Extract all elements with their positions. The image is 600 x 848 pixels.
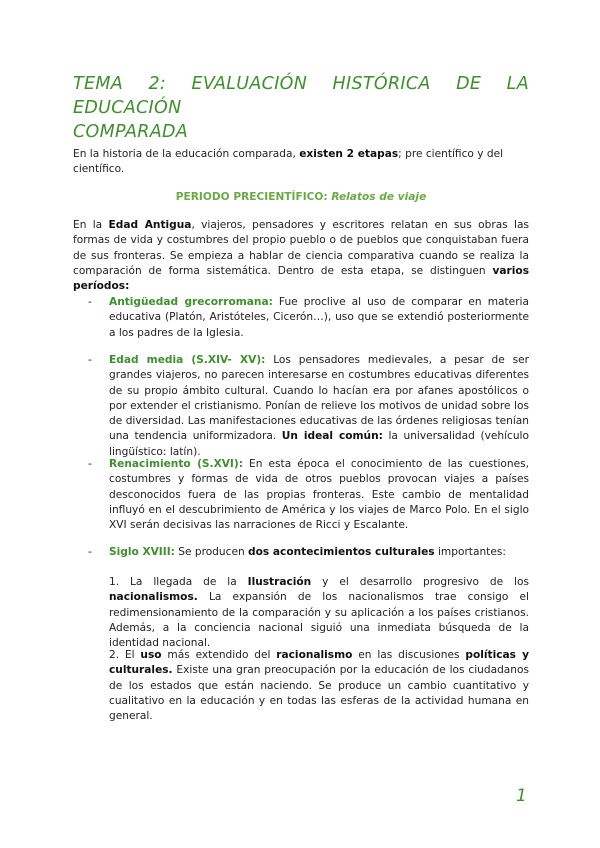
item-body: Fue proclive al uso de comparar en materia educativa (Platón, Aristóteles, Cicerón…), uso que se extendió posteriormente a los padres de la Iglesia. xyxy=(109,296,529,339)
list-item-text xyxy=(109,545,529,560)
intro-text-c: ; pre científico y del científico. xyxy=(73,148,504,175)
list-dash: - xyxy=(88,296,92,308)
sub1-c: y el desarrollo progresivo de los xyxy=(311,576,529,588)
list-item-renacimiento xyxy=(88,457,529,533)
sub1-b: Ilustración xyxy=(247,576,312,588)
item-tail: la universalidad (vehículo lingüístico: latín). xyxy=(109,430,529,458)
section-subheading xyxy=(73,190,529,205)
p1-bold-b: Edad Antigua xyxy=(108,219,192,231)
sub2-b: uso xyxy=(140,649,162,661)
intro-paragraph xyxy=(73,147,533,177)
item-bold: dos acontecimientos culturales xyxy=(248,546,435,558)
sub2-d: racionalismo xyxy=(276,649,353,661)
sub2-a: 2. El xyxy=(109,649,141,661)
title-line-2: COMPARADA xyxy=(73,122,189,142)
item-body: Los pensadores medievales, a pesar de ser grandes viajeros, no parecen interesarse en costumbres educativas diferentes de su propio ámbito cultural. Cuando lo hacían era por afanes apostólicos o por extender el cristianismo. Ponían de relieve los motivos de unidad sobre los de diversidad. Las manifestaciones educativas de las órdenes religiosas tenían una tendencia uniformizadora. xyxy=(109,354,529,443)
sub2-f: políticas y culturales. xyxy=(109,649,529,677)
list-item-text xyxy=(109,295,529,341)
intro-text-a: En la historia de la educación comparada, xyxy=(73,148,300,160)
paragraph-edad-antigua xyxy=(73,218,529,294)
sub1-d: nacionalismos. xyxy=(109,591,198,604)
list-dash: - xyxy=(88,354,92,366)
item-heading: Antigüedad grecorromana: xyxy=(109,296,273,308)
p1-text-a: En la xyxy=(73,219,109,231)
sub-point-text xyxy=(109,648,529,724)
sub1-a: 1. La llegada de la xyxy=(109,576,248,588)
item-body: En esta época el conocimiento de las cuestiones, costumbres y formas de vida de otros pueblos provocan viajes a países desconocidos fuera de las propias fronteras. Este cambio de mentalidad influyó en el descubrimiento de América y los viajes de Marco Polo. En el siglo XVI serán decisivas las narraciones de Ricci y Escalante. xyxy=(109,458,529,532)
subheading-italic: Relatos de viaje xyxy=(331,191,427,203)
subheading-main: PERIODO PRECIENTÍFICO: xyxy=(175,191,332,203)
p1-text-c: , viajeros, pensadores y escritores relatan en sus obras las formas de vida y costumbres del propio pueblo o de pueblos que conquistaban fuera de sus fronteras. Se empieza a hablar de ciencia comparativa cuando se realiza la comparación de forma sistemática. Dentro de esta etapa, se distinguen xyxy=(73,219,529,277)
document-title xyxy=(73,72,529,144)
list-item-siglo-xviii xyxy=(88,545,529,560)
sub2-e: en las discusiones xyxy=(352,649,466,661)
item-heading: Siglo XVIII: xyxy=(109,546,175,558)
intro-bold: existen 2 etapas xyxy=(299,148,399,160)
item-tail: importantes: xyxy=(434,546,506,558)
title-line-1: TEMA 2: EVALUACIÓN HISTÓRICA DE LA EDUCACIÓN xyxy=(73,74,529,118)
item-bold: Un ideal común: xyxy=(281,430,383,443)
page-number: 1 xyxy=(516,786,527,806)
sub-point-2 xyxy=(109,648,529,724)
list-item-antiguedad xyxy=(88,295,529,341)
list-item-edad-media xyxy=(88,353,529,460)
sub-point-text xyxy=(109,575,529,651)
list-item-text xyxy=(109,353,529,460)
list-dash: - xyxy=(88,458,92,470)
item-body: Se producen xyxy=(174,546,249,558)
item-heading: Renacimiento (S.XVI): xyxy=(109,458,243,470)
list-dash: - xyxy=(88,546,92,558)
list-item-text xyxy=(109,457,529,533)
sub1-e: La expansión de los nacionalismos trae consigo el redimensionamiento de la comparación y su aplicación a los países cristianos. Además, a la conciencia nacional siguió una inmediata búsqueda de la identidad nacional. xyxy=(109,591,529,650)
p1-bold-d: varios períodos: xyxy=(73,264,529,293)
item-heading: Edad media (S.XIV- XV): xyxy=(109,354,266,366)
sub2-g: Existe una gran preocupación por la educación de los ciudadanos de los estados que están naciendo. Se produce un cambio cuantitativo y cualitativo en la educación y en todas las esferas de la actividad humana en general. xyxy=(109,664,529,723)
sub-point-1 xyxy=(109,575,529,651)
sub2-c: más extendido del xyxy=(161,649,277,661)
